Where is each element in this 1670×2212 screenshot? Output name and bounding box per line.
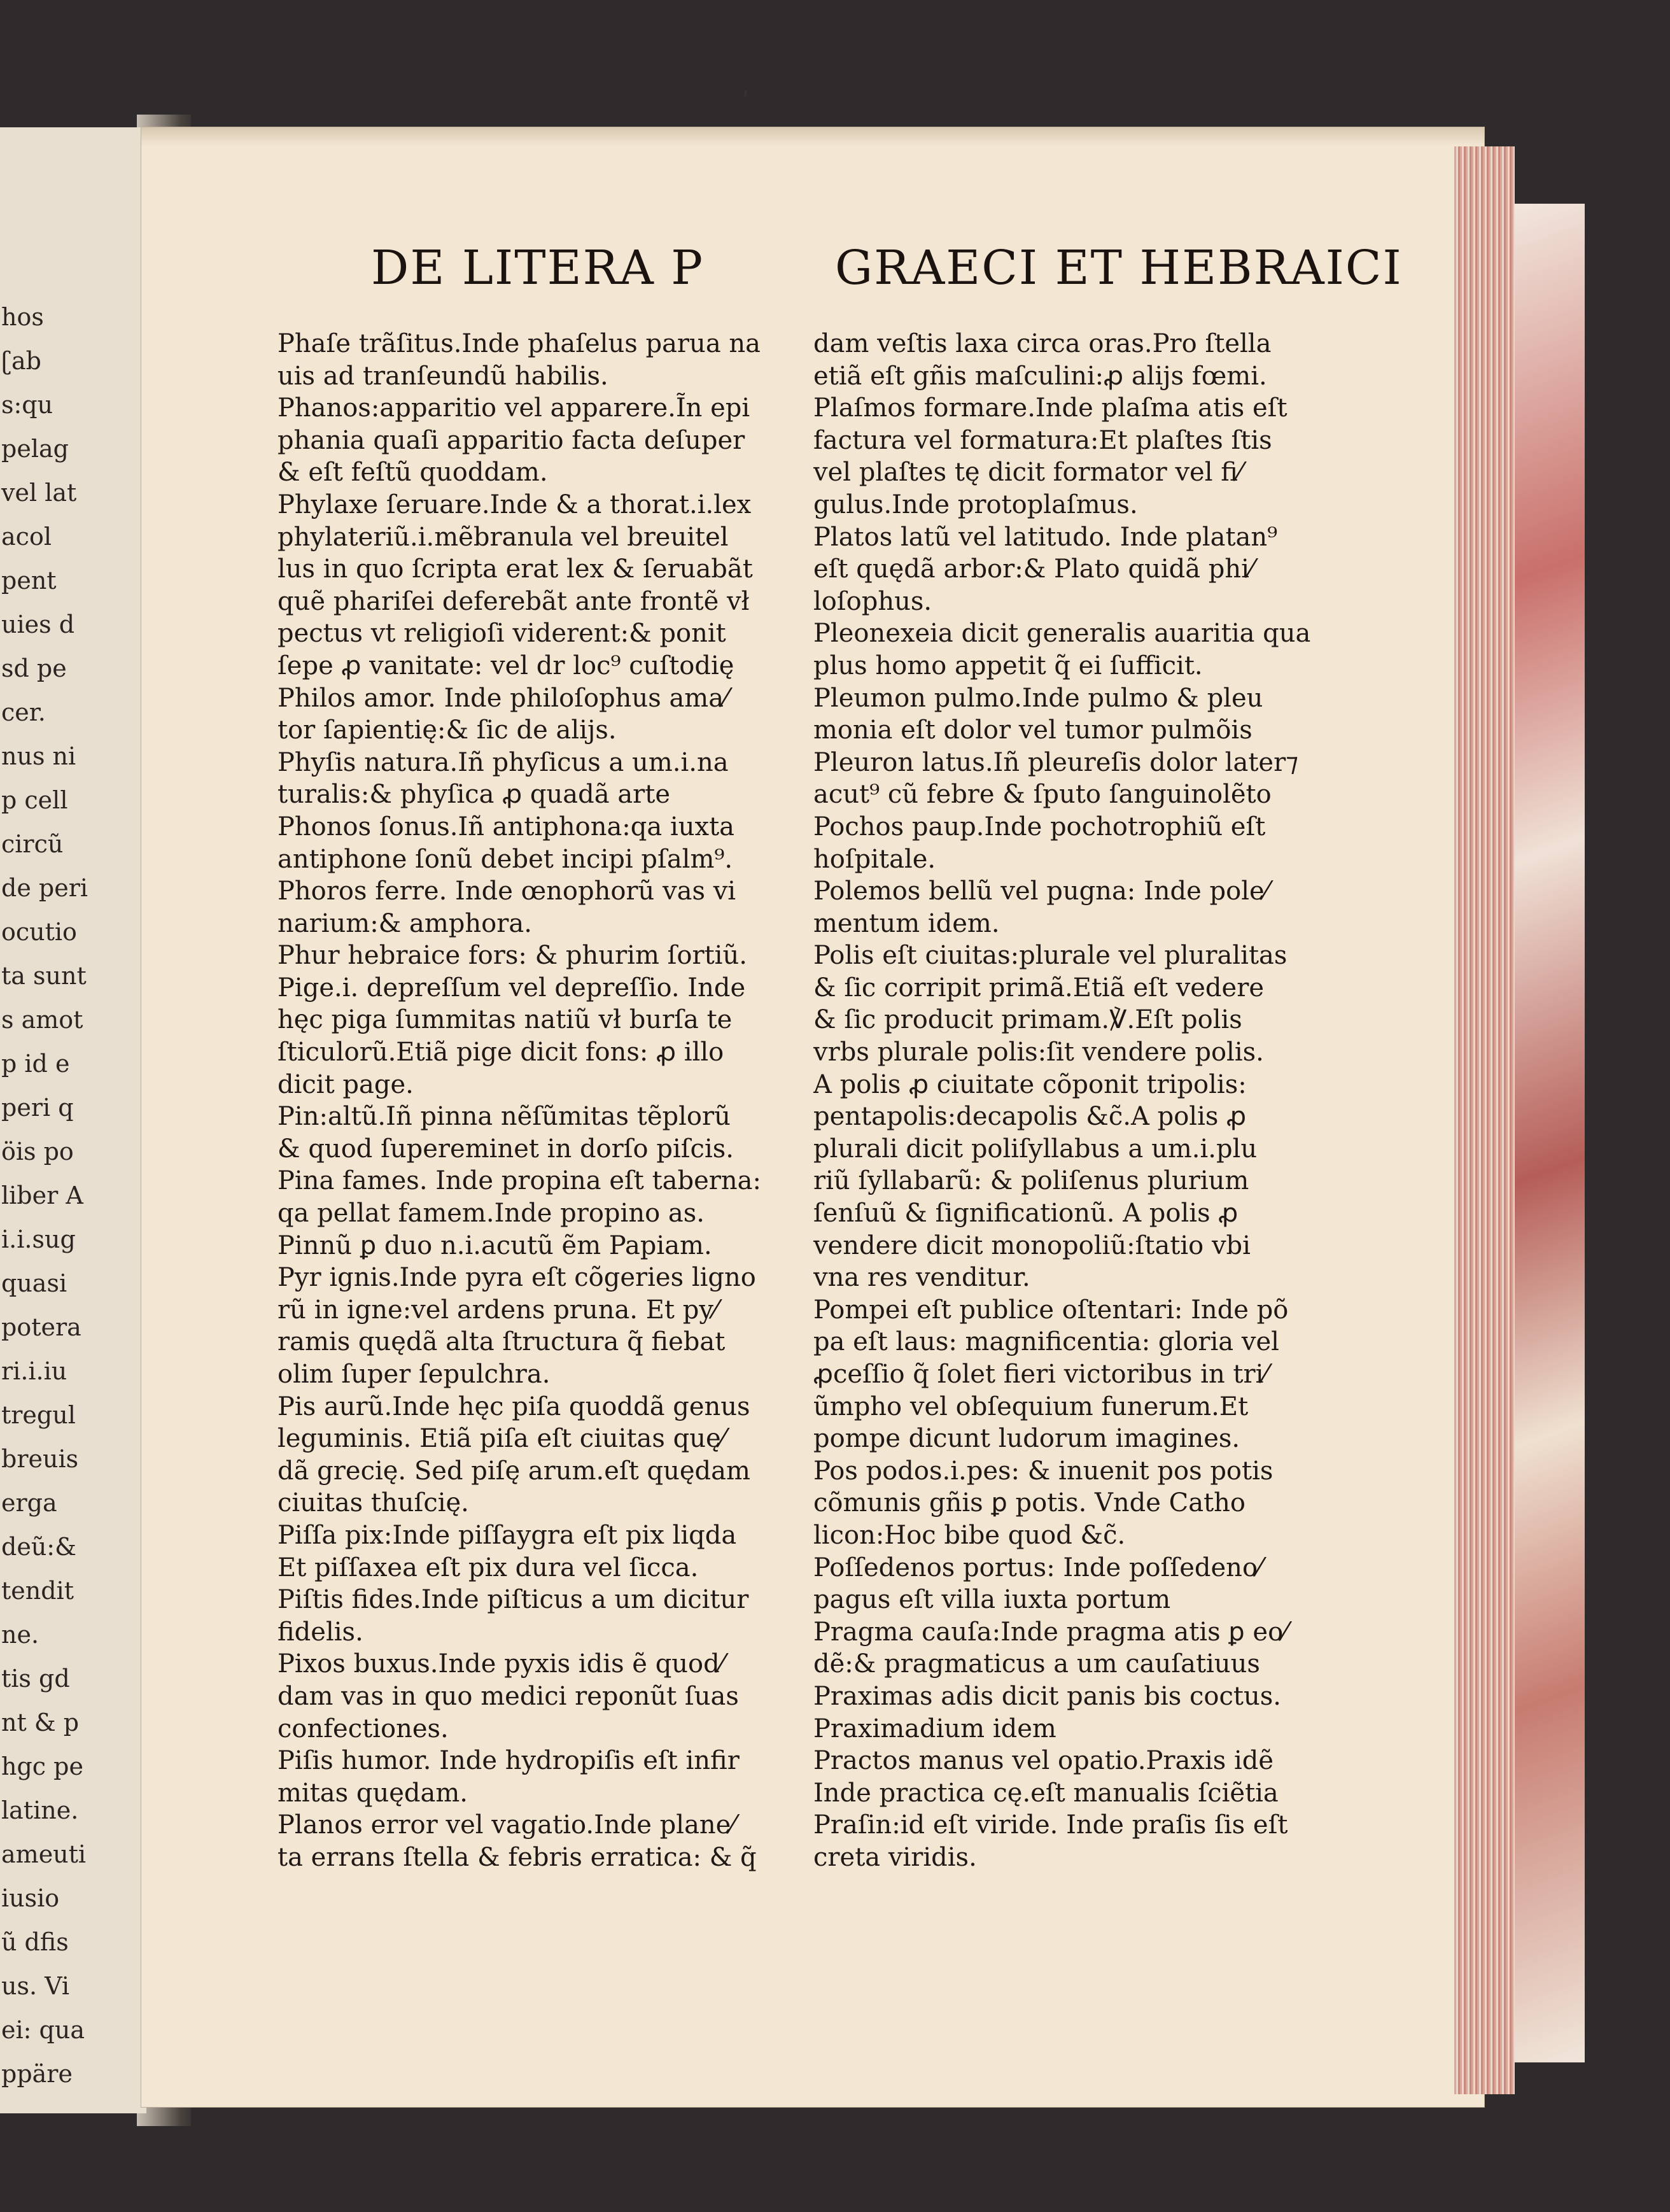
text-line: & quod ſupereminet in dorſo piſcis. <box>277 1134 734 1164</box>
left-page-fragment: us. Vi <box>1 1972 70 2000</box>
running-head-right: GRAECI ET HEBRAICI <box>835 241 1403 295</box>
left-page-fragment: öis po <box>1 1138 74 1166</box>
text-line: Pleuron latus.Iñ pleureſis dolor later⁊ <box>813 747 1299 777</box>
left-page-fragment: ʗab <box>1 347 41 375</box>
text-line: Pixos buxus.Inde pyxis idis ẽ quod⁄ <box>277 1649 724 1679</box>
left-page-fragment: pent <box>1 567 57 595</box>
left-page-fragment: i.i.sug <box>1 1225 76 1253</box>
left-page-fragment: latine. <box>1 1796 79 1824</box>
text-line: hoſpitale. <box>813 844 936 874</box>
text-line: Praſin:id eſt viride. Inde praſis ſis eſt <box>813 1810 1288 1840</box>
left-page-fragment: ri.i.iu <box>1 1357 67 1385</box>
text-line: quẽ phariſei deferebãt ante frontẽ vł <box>277 586 750 616</box>
text-line: Polis eſt ciuitas:plurale vel pluralitas <box>813 941 1288 971</box>
text-line: & ſic producit primam.℣.Eſt polis <box>813 1005 1242 1035</box>
left-page-fragment: s amot <box>1 1006 83 1034</box>
text-line: eſt quędã arbor:& Plato quidã phi⁄ <box>813 554 1254 584</box>
text-line: ſepe ꝓ vanitate: vel dr loc⁹ cuſtodię <box>277 651 734 680</box>
left-page-fragment: iusio <box>1 1884 60 1912</box>
text-line: ramis quędã alta ſtructura q̃ fiebat <box>277 1327 726 1357</box>
text-line: confectiones. <box>277 1714 449 1744</box>
text-line: Phyſis natura.Iñ phyſicus a um.i.na <box>277 747 729 777</box>
text-line: mentum idem. <box>813 908 1000 938</box>
text-line: Phonos ſonus.Iñ antiphona:qa iuxta <box>277 812 734 842</box>
text-line: leguminis. Etiã piſa eſt ciuitas quę⁄ <box>277 1424 726 1454</box>
text-line: phania quaſi apparitio facta deſuper <box>277 425 745 455</box>
left-page-fragment: vel lat <box>1 479 77 507</box>
left-page-fragment: circũ <box>1 830 64 858</box>
text-line: olim ſuper ſepulchra. <box>277 1360 551 1389</box>
left-page-fragment: breuis <box>1 1445 79 1473</box>
text-line: factura vel formatura:Et plaſtes ſtis <box>813 425 1272 455</box>
text-line: Piſis humor. Inde hydropiſis eſt infir <box>277 1746 740 1776</box>
text-line: Praximadium idem <box>813 1714 1056 1744</box>
text-line: pentapolis:decapolis &c̃.A polis ꝓ <box>813 1102 1247 1132</box>
text-line: Phoros ferre. Inde œnophorũ vas vi <box>277 877 736 906</box>
text-line: Pleumon pulmo.Inde pulmo & pleu <box>813 683 1263 713</box>
left-page-fragment: ta sunt <box>1 962 87 990</box>
text-line: dã grecię. Sed piſę arum.eſt quędam <box>277 1456 750 1486</box>
text-line: Phylaxe ſeruare.Inde & a thorat.i.lex <box>277 490 752 519</box>
text-line: Practos manus vel opatio.Praxis idẽ <box>813 1746 1274 1776</box>
left-page-fragment: tregul <box>1 1401 76 1429</box>
text-line: dam vas in quo medici reponũt ſuas <box>277 1681 739 1711</box>
text-line: plus homo appetit q̃ ei ſufficit. <box>813 651 1203 680</box>
left-page-fragment: hos <box>1 303 44 331</box>
text-line: Pleonexeia dicit generalis auaritia qua <box>813 619 1311 649</box>
left-page-fragment: peri q <box>1 1094 74 1122</box>
left-page-fragment: hgc pe <box>1 1752 83 1780</box>
text-line: licon:Hoc bibe quod &c̃. <box>813 1520 1126 1550</box>
left-page-fragment: nus ni <box>1 742 76 770</box>
text-line: Pochos paup.Inde pochotrophiũ eſt <box>813 812 1266 842</box>
left-page-fragment: de peri <box>1 874 88 902</box>
text-line: ſenſuũ & ſignificationũ. A polis ꝓ <box>813 1199 1238 1229</box>
left-page-fragment: ũ dfis <box>1 1928 69 1956</box>
text-line: ſticulorũ.Etiã pige dicit fons: ꝓ illo <box>277 1038 724 1067</box>
text-line: tor ſapientię:& ſic de alijs. <box>277 715 617 745</box>
text-line: ta errans ſtella & febris erratica: & q̃ <box>277 1842 757 1872</box>
left-page-fragment: ppäre <box>1 2060 73 2088</box>
text-line: dẽ:& pragmaticus a um cauſatiuus <box>813 1649 1260 1679</box>
text-line: riũ ſyllabarũ: & poliſenus plurium <box>813 1166 1249 1196</box>
text-line: Pige.i. depreſſum vel depreſſio. Inde <box>277 973 746 1003</box>
text-line: Et piſſaxea eſt pix dura vel ſicca. <box>277 1553 699 1582</box>
text-line: Poſſedenos portus: Inde poſſedeno⁄ <box>813 1553 1262 1582</box>
left-page-fragment: deũ:& <box>1 1533 76 1561</box>
text-line: lus in quo ſcripta erat lex & ſeruabãt <box>277 554 753 584</box>
left-page-fragment: quasi <box>1 1269 67 1297</box>
text-line: Phur hebraice fors: & phurim ſortiũ. <box>277 941 747 971</box>
left-page-fragment: ameuti <box>1 1840 87 1868</box>
page-edges <box>1454 146 1515 2094</box>
text-line: pompe dicunt ludorum imagines. <box>813 1424 1240 1454</box>
text-line: Pin:altũ.Iñ pinna nẽſũmitas tẽplorũ <box>277 1102 731 1132</box>
left-page-fragment: p cell <box>1 786 68 814</box>
text-line: & ſic corripit primã.Etiã eſt vedere <box>813 973 1264 1003</box>
text-line: Piſtis fides.Inde piſticus a um dicitur <box>277 1585 749 1615</box>
text-line: Pragma cauſa:Inde pragma atis ꝑ eo⁄ <box>813 1617 1288 1647</box>
text-line: gulus.Inde protoplaſmus. <box>813 490 1138 519</box>
text-line: & eſt feſtũ quoddam. <box>277 458 548 488</box>
text-line: Platos latũ vel latitudo. Inde platan⁹ <box>813 522 1278 552</box>
text-line: ũmpho vel obſequium funerum.Et <box>813 1391 1249 1421</box>
text-line: acut⁹ cũ febre & ſputo ſanguinolẽto <box>813 780 1272 810</box>
left-page-fragment: nt & p <box>1 1708 80 1736</box>
left-page-fragment: p id e <box>1 1050 70 1078</box>
text-line: uis ad tranſeundũ habilis. <box>277 361 608 391</box>
text-line: A polis ꝓ ciuitate cõponit tripolis: <box>813 1069 1247 1099</box>
text-line: Inde practica cę.eſt manualis ſciẽtia <box>813 1778 1279 1808</box>
text-line: Pos podos.i.pes: & inuenit pos potis <box>813 1456 1274 1486</box>
page-top-shadow <box>141 127 1484 146</box>
text-line: pa eſt laus: magnificentia: gloria vel <box>813 1327 1279 1357</box>
text-line: antiphone ſonũ debet incipi pſalm⁹. <box>277 844 733 874</box>
text-line: phylateriũ.i.mẽbranula vel breuitel <box>277 522 729 552</box>
text-line: turalis:& phyſica ꝓ quadã arte <box>277 780 671 810</box>
left-page-fragment: tendit <box>1 1577 74 1605</box>
left-page-fragment: s:qu <box>1 391 53 419</box>
text-line: ꝓceſſio q̃ ſolet fieri victoribus in tri⁄ <box>813 1360 1268 1389</box>
text-line: hęc piga ſummitas natiũ vł burſa te <box>277 1005 733 1035</box>
text-line: pagus eſt villa iuxta portum <box>813 1585 1171 1615</box>
text-line: vrbs plurale polis:ſit vendere polis. <box>813 1038 1264 1067</box>
text-line: Praximas adis dicit panis bis coctus. <box>813 1681 1281 1711</box>
text-line: Pyr ignis.Inde pyra eſt cõgeries ligno <box>277 1263 756 1293</box>
text-line: Pis aurũ.Inde hęc piſa quoddã genus <box>277 1391 750 1421</box>
text-line: monia eſt dolor vel tumor pulmõis <box>813 715 1252 745</box>
left-page-edge <box>0 127 146 2113</box>
text-line: dicit page. <box>277 1069 414 1099</box>
left-page-fragment: uies d <box>1 610 75 638</box>
text-line: rũ in igne:vel ardens pruna. Et py⁄ <box>277 1295 718 1325</box>
text-line: vel plaſtes tę dicit formator vel fi⁄ <box>813 458 1242 488</box>
left-page-fragment: tis gd <box>1 1665 70 1693</box>
stray-mark: ʹ <box>742 88 750 117</box>
text-line: Plaſmos formare.Inde plaſma atis eſt <box>813 393 1288 423</box>
text-line: Pina fames. Inde propina eſt taberna: <box>277 1166 761 1196</box>
left-page-fragment: ne. <box>1 1621 39 1649</box>
text-column-right <box>813 328 1339 1874</box>
text-line: loſophus. <box>813 586 932 616</box>
left-page-fragment: sd pe <box>1 654 67 682</box>
text-line: Planos error vel vagatio.Inde plane⁄ <box>277 1810 736 1840</box>
text-line: narium:& amphora. <box>277 908 532 938</box>
text-column-left <box>277 328 799 1874</box>
text-line: creta viridis. <box>813 1842 977 1872</box>
text-line: Philos amor. Inde philoſophus ama⁄ <box>277 683 728 713</box>
running-head-left: DE LITERA P <box>371 241 705 295</box>
left-page-fragment: ocutio <box>1 918 77 946</box>
left-page-fragment: liber A <box>1 1181 83 1209</box>
text-line: Phaſe trãſitus.Inde phaſelus parua na <box>277 329 761 358</box>
text-line: dam veſtis laxa circa oras.Pro ſtella <box>813 329 1272 358</box>
left-page-fragment: potera <box>1 1313 81 1341</box>
marbled-endpaper <box>1515 204 1585 2062</box>
text-line: Pinnũ ꝑ duo n.i.acutũ ẽm Papiam. <box>277 1230 712 1260</box>
text-line: pectus vt religioſi viderent:& ponit <box>277 619 726 649</box>
text-line: plurali dicit poliſyllabus a um.i.plu <box>813 1134 1258 1164</box>
left-page-fragment: pelag <box>1 435 69 463</box>
text-line: fidelis. <box>277 1617 363 1647</box>
text-line: etiã eſt gñis maſculini:ꝓ alijs fœmi. <box>813 361 1267 391</box>
text-line: Pompei eſt publice oſtentari: Inde põ <box>813 1295 1289 1325</box>
left-page-fragment: cer. <box>1 698 46 726</box>
text-line: Piſſa pix:Inde piſſaygra eſt pix liqda <box>277 1520 737 1550</box>
text-line: mitas quędam. <box>277 1778 468 1808</box>
text-line: cõmunis gñis ꝑ potis. Vnde Catho <box>813 1488 1246 1518</box>
text-line: vendere dicit monopoliũ:ſtatio vbi <box>813 1230 1251 1260</box>
left-page-fragment: ei: qua <box>1 2016 85 2044</box>
text-line: vna res venditur. <box>813 1263 1030 1293</box>
text-line: Phanos:apparitio vel apparere.Ĩn epi <box>277 393 750 423</box>
text-line: qa pellat famem.Inde propino as. <box>277 1199 705 1229</box>
text-line: ciuitas thuſcię. <box>277 1488 469 1518</box>
left-page-fragment: acol <box>1 523 52 551</box>
left-page-fragment: erga <box>1 1489 57 1517</box>
text-line: Polemos bellũ vel pugna: Inde pole⁄ <box>813 877 1269 906</box>
